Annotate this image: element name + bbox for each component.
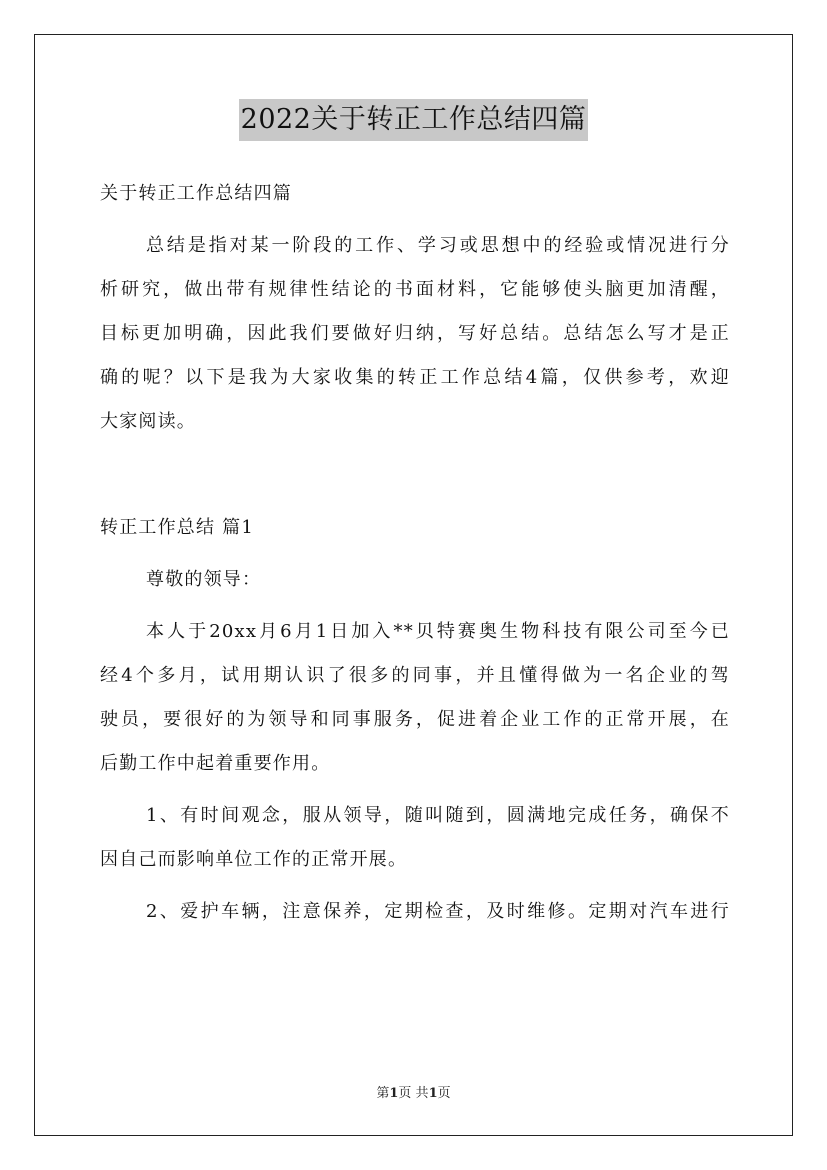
paragraph-line: 2、爱护车辆，注意保养，定期检查，及时维修。定期对汽车进行: [146, 901, 730, 922]
document-body: [100, 172, 730, 934]
paragraph-line: 1、有时间观念，服从领导，随叫随到，圆满地完成任务，确保不: [146, 805, 730, 826]
intro-paragraph: [100, 224, 730, 444]
paragraph-1: [100, 610, 730, 786]
intro-line: 确的呢？以下是我为大家收集的转正工作总结4篇，仅供参考，欢迎: [100, 367, 730, 388]
intro-line: 目标更加明确，因此我们要做好归纳，写好总结。总结怎么写才是正: [100, 323, 730, 344]
title-container: [0, 99, 827, 141]
paragraph-3: [100, 890, 730, 934]
document-title: 2022关于转正工作总结四篇: [239, 99, 589, 141]
salutation: 尊敬的领导：: [146, 569, 262, 590]
footer-prefix: 第: [376, 1086, 390, 1101]
footer-mid: 页 共: [398, 1086, 429, 1101]
paragraph-line: 驶员，要很好的为领导和同事服务，促进着企业工作的正常开展，在: [100, 709, 730, 730]
intro-line: 大家阅读。: [100, 411, 196, 432]
paragraph-line: 经4个多月，试用期认识了很多的同事，并且懂得做为一名企业的驾: [100, 665, 730, 686]
paragraph-line: 后勤工作中起着重要作用。: [100, 753, 331, 774]
subtitle: 关于转正工作总结四篇: [100, 183, 292, 204]
footer-page-total: 1: [428, 1086, 438, 1101]
paragraph-line: 本人于20xx月6月1日加入**贝特赛奥生物科技有限公司至今已: [146, 621, 730, 642]
footer-suffix: 页: [437, 1086, 451, 1101]
paragraph-2: [100, 794, 730, 882]
footer-page-current: 1: [389, 1086, 399, 1101]
intro-line: 总结是指对某一阶段的工作、学习或思想中的经验或情况进行分: [146, 235, 730, 256]
page-footer: [0, 1082, 827, 1101]
paragraph-line: 因自己而影响单位工作的正常开展。: [100, 849, 408, 870]
section-heading: 转正工作总结 篇1: [100, 517, 254, 538]
intro-line: 析研究，做出带有规律性结论的书面材料，它能够使头脑更加清醒，: [100, 279, 730, 300]
